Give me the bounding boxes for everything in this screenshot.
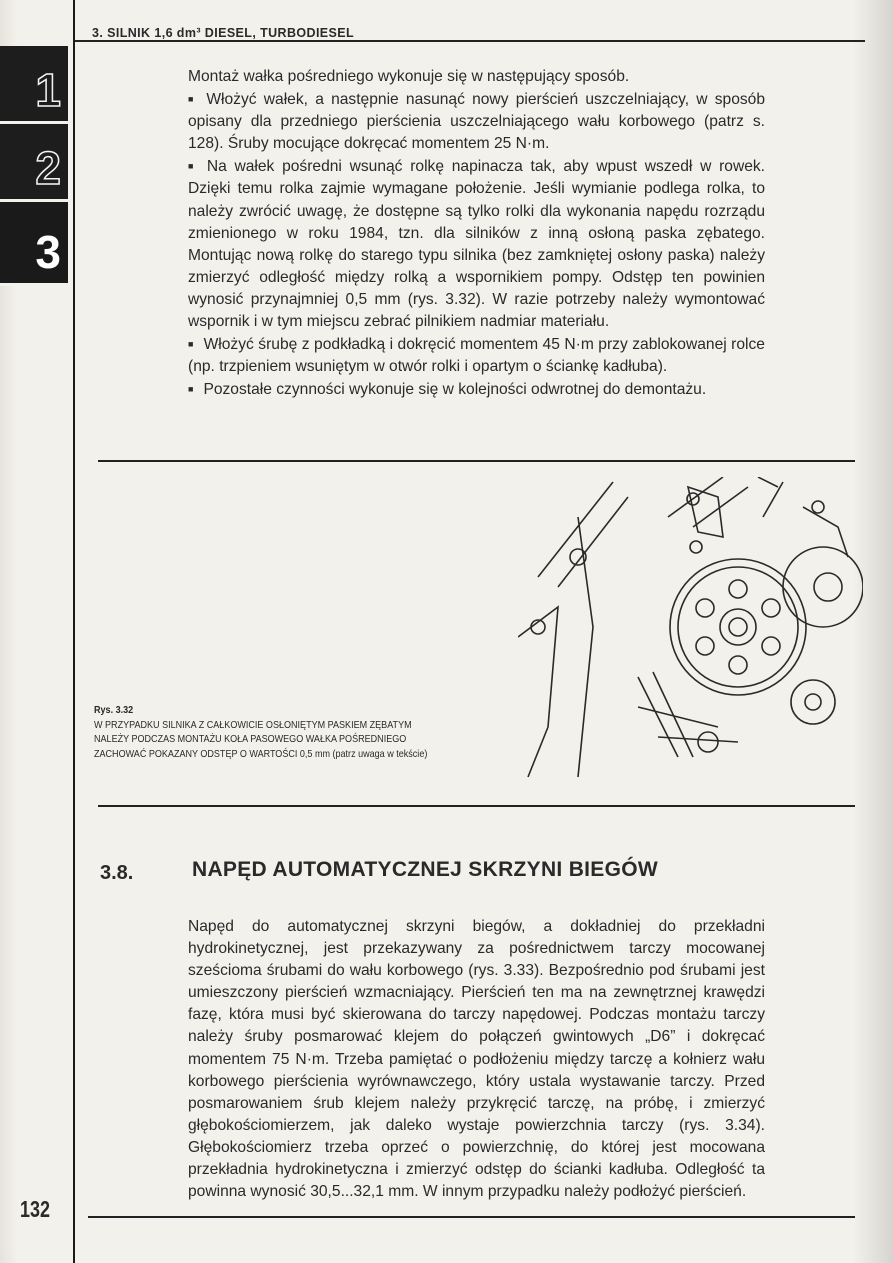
running-head: 3. SILNIK 1,6 dm³ DIESEL, TURBODIESEL xyxy=(92,26,355,40)
section-number: 3.8. xyxy=(100,862,134,884)
top-text-block xyxy=(188,66,765,401)
margin-rule xyxy=(73,0,75,1263)
chapter-tab-2: 2 xyxy=(0,124,68,202)
header-rule xyxy=(75,40,865,42)
figure-top-rule xyxy=(98,460,855,462)
footer-rule xyxy=(88,1216,855,1218)
step-paragraph: ■ Pozostałe czynności wykonuje się w kolejności odwrotnej do demontażu. xyxy=(188,378,765,401)
chapter-tab-3: 3 xyxy=(0,202,68,286)
figure-bottom-rule xyxy=(98,805,855,807)
step-paragraph: ■ Włożyć wałek, a następnie nasunąć nowy pierścień uszczelniający, w sposób opisany dla przedniego pierścienia uszczelniającego wału korbowego (patrz s. 128). Śruby mocujące dokręcać momentem 25 N·m. xyxy=(188,88,765,155)
step-paragraph: ■ Włożyć śrubę z podkładką i dokręcić momentem 45 N·m przy zablokowanej rolce (np. trzpieniem wsuniętym w otwór rolki i opartym o ściankę kadłuba). xyxy=(188,333,765,378)
chapter-tab-1: 1 xyxy=(0,46,68,124)
caption-line: ZACHOWAĆ POKAZANY ODSTĘP O WARTOŚCI 0,5 mm (patrz uwaga w tekście) xyxy=(94,747,428,760)
section-paragraph: Napęd do automatycznej skrzyni biegów, a dokładniej do przekładni hydrokinetycznej, jest przekazywany za pośrednictwem tarczy mocowanej sześcioma śrubami do wału korbowego (rys. 3.33). Bezpośrednio pod śrubami jest umieszczony pierścień wzmacniający. Pierścień ten ma na zewnętrznej krawędzi fazę, która musi być skierowana do tarczy napędowej. Podczas montażu tarczy należy śruby posmarować klejem do połączeń gwintowych „D6” i dokręcać momentem 75 N·m. Trzeba pamiętać o podłożeniu między tarczę a kołnierz wału korbowego pierścienia wyrównawczego, który ustala wystawanie tarczy. Przed posmarowaniem śrub klejem należy przykręcić tarczę, na próbę, i zmierzyć głębokościomierzem, jak daleko wystaje powierzchnia tarczy (rys. 3.34). Głębokościomierz trzeba oprzeć o powierzchnię, do której jest mocowana przekładnia hydrokinetyczna i zmierzyć odstęp do ścianki kadłuba. Odległość ta powinna wynosić 30,5...32,1 mm. W innym przypadku należy podłożyć pierścień. xyxy=(188,918,765,1201)
intro-paragraph: Montaż wałka pośredniego wykonuje się w następujący sposób. xyxy=(188,68,630,85)
section-text-block xyxy=(188,916,765,1203)
page-number: 132 xyxy=(20,1196,50,1222)
caption-line: W PRZYPADKU SILNIKA Z CAŁKOWICIE OSŁONIĘTYM PASKIEM ZĘBATYM xyxy=(94,718,412,731)
caption-line: NALEŻY PODCZAS MONTAŻU KOŁA PASOWEGO WAŁKA POŚREDNIEGO xyxy=(94,733,407,745)
engine-pulley-illustration xyxy=(518,477,863,782)
chapter-tabs xyxy=(0,46,68,286)
figure-caption xyxy=(94,703,534,761)
section-title: NAPĘD AUTOMATYCZNEJ SKRZYNI BIEGÓW xyxy=(192,858,658,881)
step-paragraph: ■ Na wałek pośredni wsunąć rolkę napinacza tak, aby wpust wszedł w rowek. Dzięki temu rolka zajmie wymagane położenie. Jeśli wymianie podlega rolka, to należy zwrócić uwagę, że dostępne są tylko rolki dla wykonania napędu rozrządu zmienionego w roku 1984, tzn. dla silników z inną osłoną paska zębatego. Montując nową rolkę do starego typu silnika (bez zamkniętej osłony paska) należy zmierzyć odległość między rolką a wspornikiem pompy. Odstęp ten powinien wynosić przynajmniej 0,5 mm (rys. 3.32). W razie potrzeby należy wymontować wspornik i w tym miejscu zebrać pilnikiem nadmiar materiału. xyxy=(188,155,765,333)
figure-label: Rys. 3.32 xyxy=(94,704,134,716)
